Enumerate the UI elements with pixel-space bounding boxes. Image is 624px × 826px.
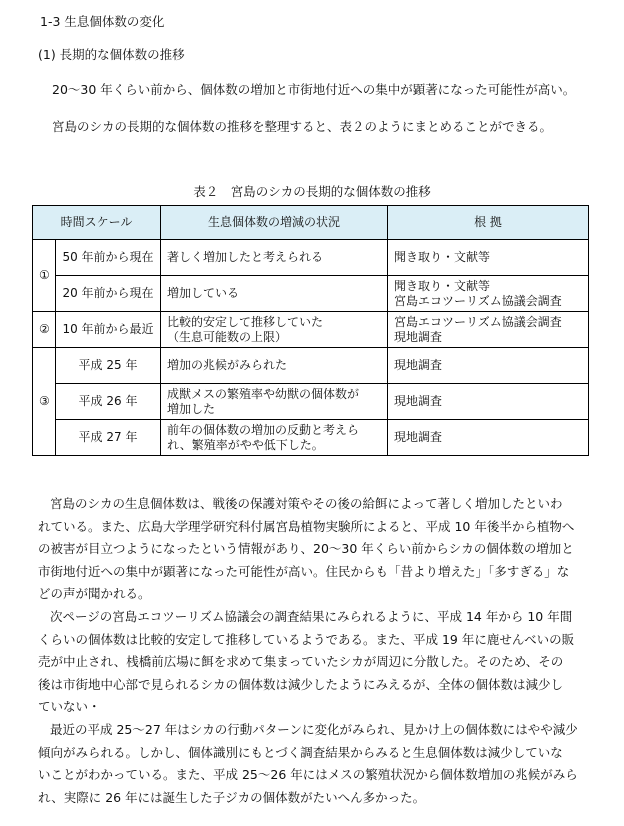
paragraph-line: 最近の平成 25～27 年はシカの行動パターンに変化がみられ、見かけ上の個体数にはやや減少 <box>50 722 578 737</box>
status-cell: 増加の兆候がみられた <box>161 348 388 384</box>
table-row <box>33 384 589 420</box>
paragraph-line: くらいの個体数は比較的安定して推移しているようである。また、平成 19 年に鹿せんべいの販 <box>38 631 575 647</box>
table-header-row <box>33 206 589 240</box>
paragraph-line: 傾向がみられる。しかし、個体識別にもとづく調査結果からみると生息個体数は減少していな <box>38 744 563 760</box>
paragraph-line: 売が中止され、桟橋前広場に餌を求めて集まっていたシカが周辺に分散した。そのため、その <box>38 654 564 669</box>
time-cell: 平成 26 年 <box>56 384 161 420</box>
table-row <box>33 312 589 348</box>
source-cell: 聞き取り・文献等 <box>388 240 589 276</box>
source-cell: 現地調査 <box>388 348 589 384</box>
header-time-scale: 時間スケール <box>33 206 161 240</box>
table-row <box>33 276 589 312</box>
paragraph-line: ていない・ <box>38 699 101 714</box>
source-cell: 宮島エコツーリズム協議会調査 現地調査 <box>388 312 589 348</box>
paragraph-line: 次ページの宮島エコツーリズム協議会の調査結果にみられるように、平成 14 年から 10 年間 <box>50 609 573 624</box>
paragraph-line: の被害が目立つようになったという情報があり、20～30 年くらい前からシカの個体数の増加と <box>38 541 574 556</box>
paragraph-line: どの声が聞かれる。 <box>38 586 151 601</box>
group-mark: ② <box>33 312 56 348</box>
status-cell: 成獣メスの繁殖率や幼獣の個体数が 増加した <box>161 384 388 420</box>
body-paragraph-1 <box>38 493 586 606</box>
intro-line-2: 宮島のシカの長期的な個体数の推移を整理すると、表２のようにまとめることができる。 <box>52 119 553 134</box>
paragraph-line: れ、実際に 26 年には誕生した子ジカの個体数がたいへん多かった。 <box>38 789 426 805</box>
time-cell: 50 年前から現在 <box>56 240 161 276</box>
time-cell: 20 年前から現在 <box>56 276 161 312</box>
source-cell: 現地調査 <box>388 420 589 456</box>
table-caption: 表２ 宮島のシカの長期的な個体数の推移 <box>193 184 431 199</box>
paragraph-line: 市街地付近への集中が顕著になった可能性が高い。住民からも「昔より増えた」「多すぎる」な <box>38 563 570 579</box>
status-cell: 著しく増加したと考えられる <box>161 240 388 276</box>
paragraph-line: 後は市街地中心部で見られるシカの個体数は減少したようにみえるが、全体の個体数は減少し <box>38 676 564 692</box>
table-row <box>33 240 589 276</box>
source-cell: 聞き取り・文献等 宮島エコツーリズム協議会調査 <box>388 276 589 312</box>
status-cell: 比較的安定して推移していた （生息可能数の上限） <box>161 312 388 348</box>
time-cell: 10 年前から最近 <box>56 312 161 348</box>
subsection-heading: (1) 長期的な個体数の推移 <box>38 47 185 62</box>
body-paragraph-3 <box>38 719 586 809</box>
group-mark: ① <box>33 240 56 312</box>
group-mark: ③ <box>33 348 56 456</box>
paragraph-line: いことがわかっている。また、平成 25～26 年にはメスの繁殖状況から個体数増加の兆候がみら <box>38 767 578 782</box>
header-basis: 根 拠 <box>388 206 589 240</box>
table-row <box>33 348 589 384</box>
intro-line-1: 20～30 年くらい前から、個体数の増加と市街地付近への集中が顕著になった可能性が高い。 <box>52 82 576 97</box>
paragraph-line: れている。また、広島大学理学研究科付属宮島植物実験所によると、平成 10 年後半から植物へ <box>38 518 575 534</box>
source-cell: 現地調査 <box>388 384 589 420</box>
time-cell: 平成 27 年 <box>56 420 161 456</box>
section-heading: 1-3 生息個体数の変化 <box>40 14 165 29</box>
status-cell: 増加している <box>161 276 388 312</box>
header-status: 生息個体数の増減の状況 <box>161 206 388 240</box>
time-cell: 平成 25 年 <box>56 348 161 384</box>
body-paragraph-2 <box>38 606 586 719</box>
deer-population-table <box>32 205 589 456</box>
status-cell: 前年の個体数の増加の反動と考えら れ、繁殖率がやや低下した。 <box>161 420 388 456</box>
paragraph-line: 宮島のシカの生息個体数は、戦後の保護対策やその後の給餌によって著しく増加したといわ <box>50 496 563 511</box>
table-row <box>33 420 589 456</box>
